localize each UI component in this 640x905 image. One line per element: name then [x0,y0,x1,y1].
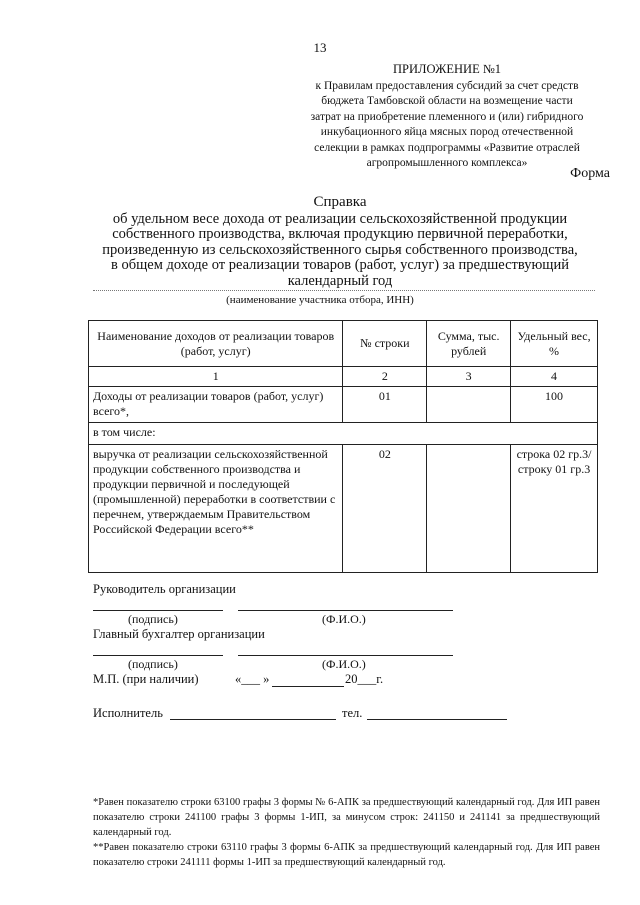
form-label: Форма [570,166,610,181]
executor-label: Исполнитель [93,706,163,720]
fio-caption: (Ф.И.О.) [322,612,366,626]
row-line-number: 01 [343,387,427,423]
heading-line: собственного производства, включая продукцию первичной переработки, [112,226,568,242]
date-year: 20___г. [345,672,384,686]
stamp-label: М.П. (при наличии) [93,672,199,686]
accountant-fio-line[interactable] [238,655,453,656]
footnotes [93,795,600,870]
heading-line: произведенную из сельскохозяйственного сырья собственного производства, [102,241,578,258]
heading-title: Справка [313,194,367,210]
header-line-number: № строки [343,321,427,367]
row-share: 100 [511,387,598,423]
appendix-line: агропромышленного комплекса» [366,157,528,169]
head-signature-line[interactable] [93,610,223,611]
table-header-row [89,321,598,367]
head-fio-line[interactable] [238,610,453,611]
fio-caption: (Ф.И.О.) [322,657,366,671]
header-income-name: Наименование доходов от реализации товаров (работ, услуг) [89,321,343,367]
row-sum-cell[interactable] [427,445,511,573]
appendix-line: к Правилам предоставления субсидий за счет средств [315,79,579,92]
participant-name-line[interactable] [93,290,595,291]
heading-line: об удельном весе дохода от реализации сельскохозяйственной продукции [112,210,568,227]
executor-line[interactable] [170,719,336,720]
signature-caption: (подпись) [128,657,178,671]
appendix-block [278,62,616,172]
page-number: 13 [313,40,327,55]
accountant-label: Главный бухгалтер организации [93,627,265,641]
appendix-title: ПРИЛОЖЕНИЕ №1 [392,62,502,76]
signature-caption: (подпись) [128,612,178,626]
header-sum: Сумма, тыс. рублей [427,321,511,367]
footnote: **Равен показателю строки 63110 графы 3 формы 6-АПК за предшествующий календарный год. Для ИП равен показателю строки 241111 формы 1-ИП за предшествующий календарный год. [93,842,600,868]
income-table [88,320,598,573]
phone-line[interactable] [367,719,507,720]
header-share: Удельный вес, % [511,321,598,367]
row-sum-cell[interactable] [427,387,511,423]
footnote: *Равен показателю строки 63100 графы 3 формы № 6-АПК за предшествующий календарный год. Для ИП равен показателю строки 241100 графы 3 формы 1-ИП, за минусом строк: 241150 и 241141 за предшествующий календарный год. [93,797,600,838]
row-line-number: 02 [343,445,427,573]
column-number: 2 [343,367,427,387]
accountant-signature-line[interactable] [93,655,223,656]
table-row [89,387,598,423]
appendix-line: селекции в рамках подпрограммы «Развитие отраслей [314,141,580,154]
row-including: в том числе: [89,423,598,445]
appendix-line: затрат на приобретение племенного и (или) гибридного [310,110,584,123]
heading-line: календарный год [287,272,393,289]
appendix-line: инкубационного яйца мясных пород отечественной [320,126,574,138]
heading-line: в общем доходе от реализации товаров (работ, услуг) за предшествующий [111,257,569,273]
phone-label: тел. [342,706,363,720]
column-number: 1 [89,367,343,387]
date-month-line[interactable] [272,686,344,687]
row-name: выручка от реализации сельскохозяйственной продукции собственного производства и продукции первичной и последующей (промышленной) переработки в соответствии с перечнем, утверждаемым Правительством Российской Федерации всего** [89,445,343,573]
appendix-line: бюджета Тамбовской области на возмещение части [321,95,573,107]
row-share: строка 02 гр.3/ строку 01 гр.3 [511,445,598,573]
row-name: Доходы от реализации товаров (работ, услуг) всего*, [89,387,343,423]
column-number: 3 [427,367,511,387]
table-row [89,423,598,445]
participant-caption: (наименование участника отбора, ИНН) [226,294,414,306]
document-heading [80,195,600,289]
column-number-row [89,367,598,387]
date-open: «___ » [235,672,270,686]
head-label: Руководитель организации [93,582,236,596]
table-row [89,445,598,573]
column-number: 4 [511,367,598,387]
